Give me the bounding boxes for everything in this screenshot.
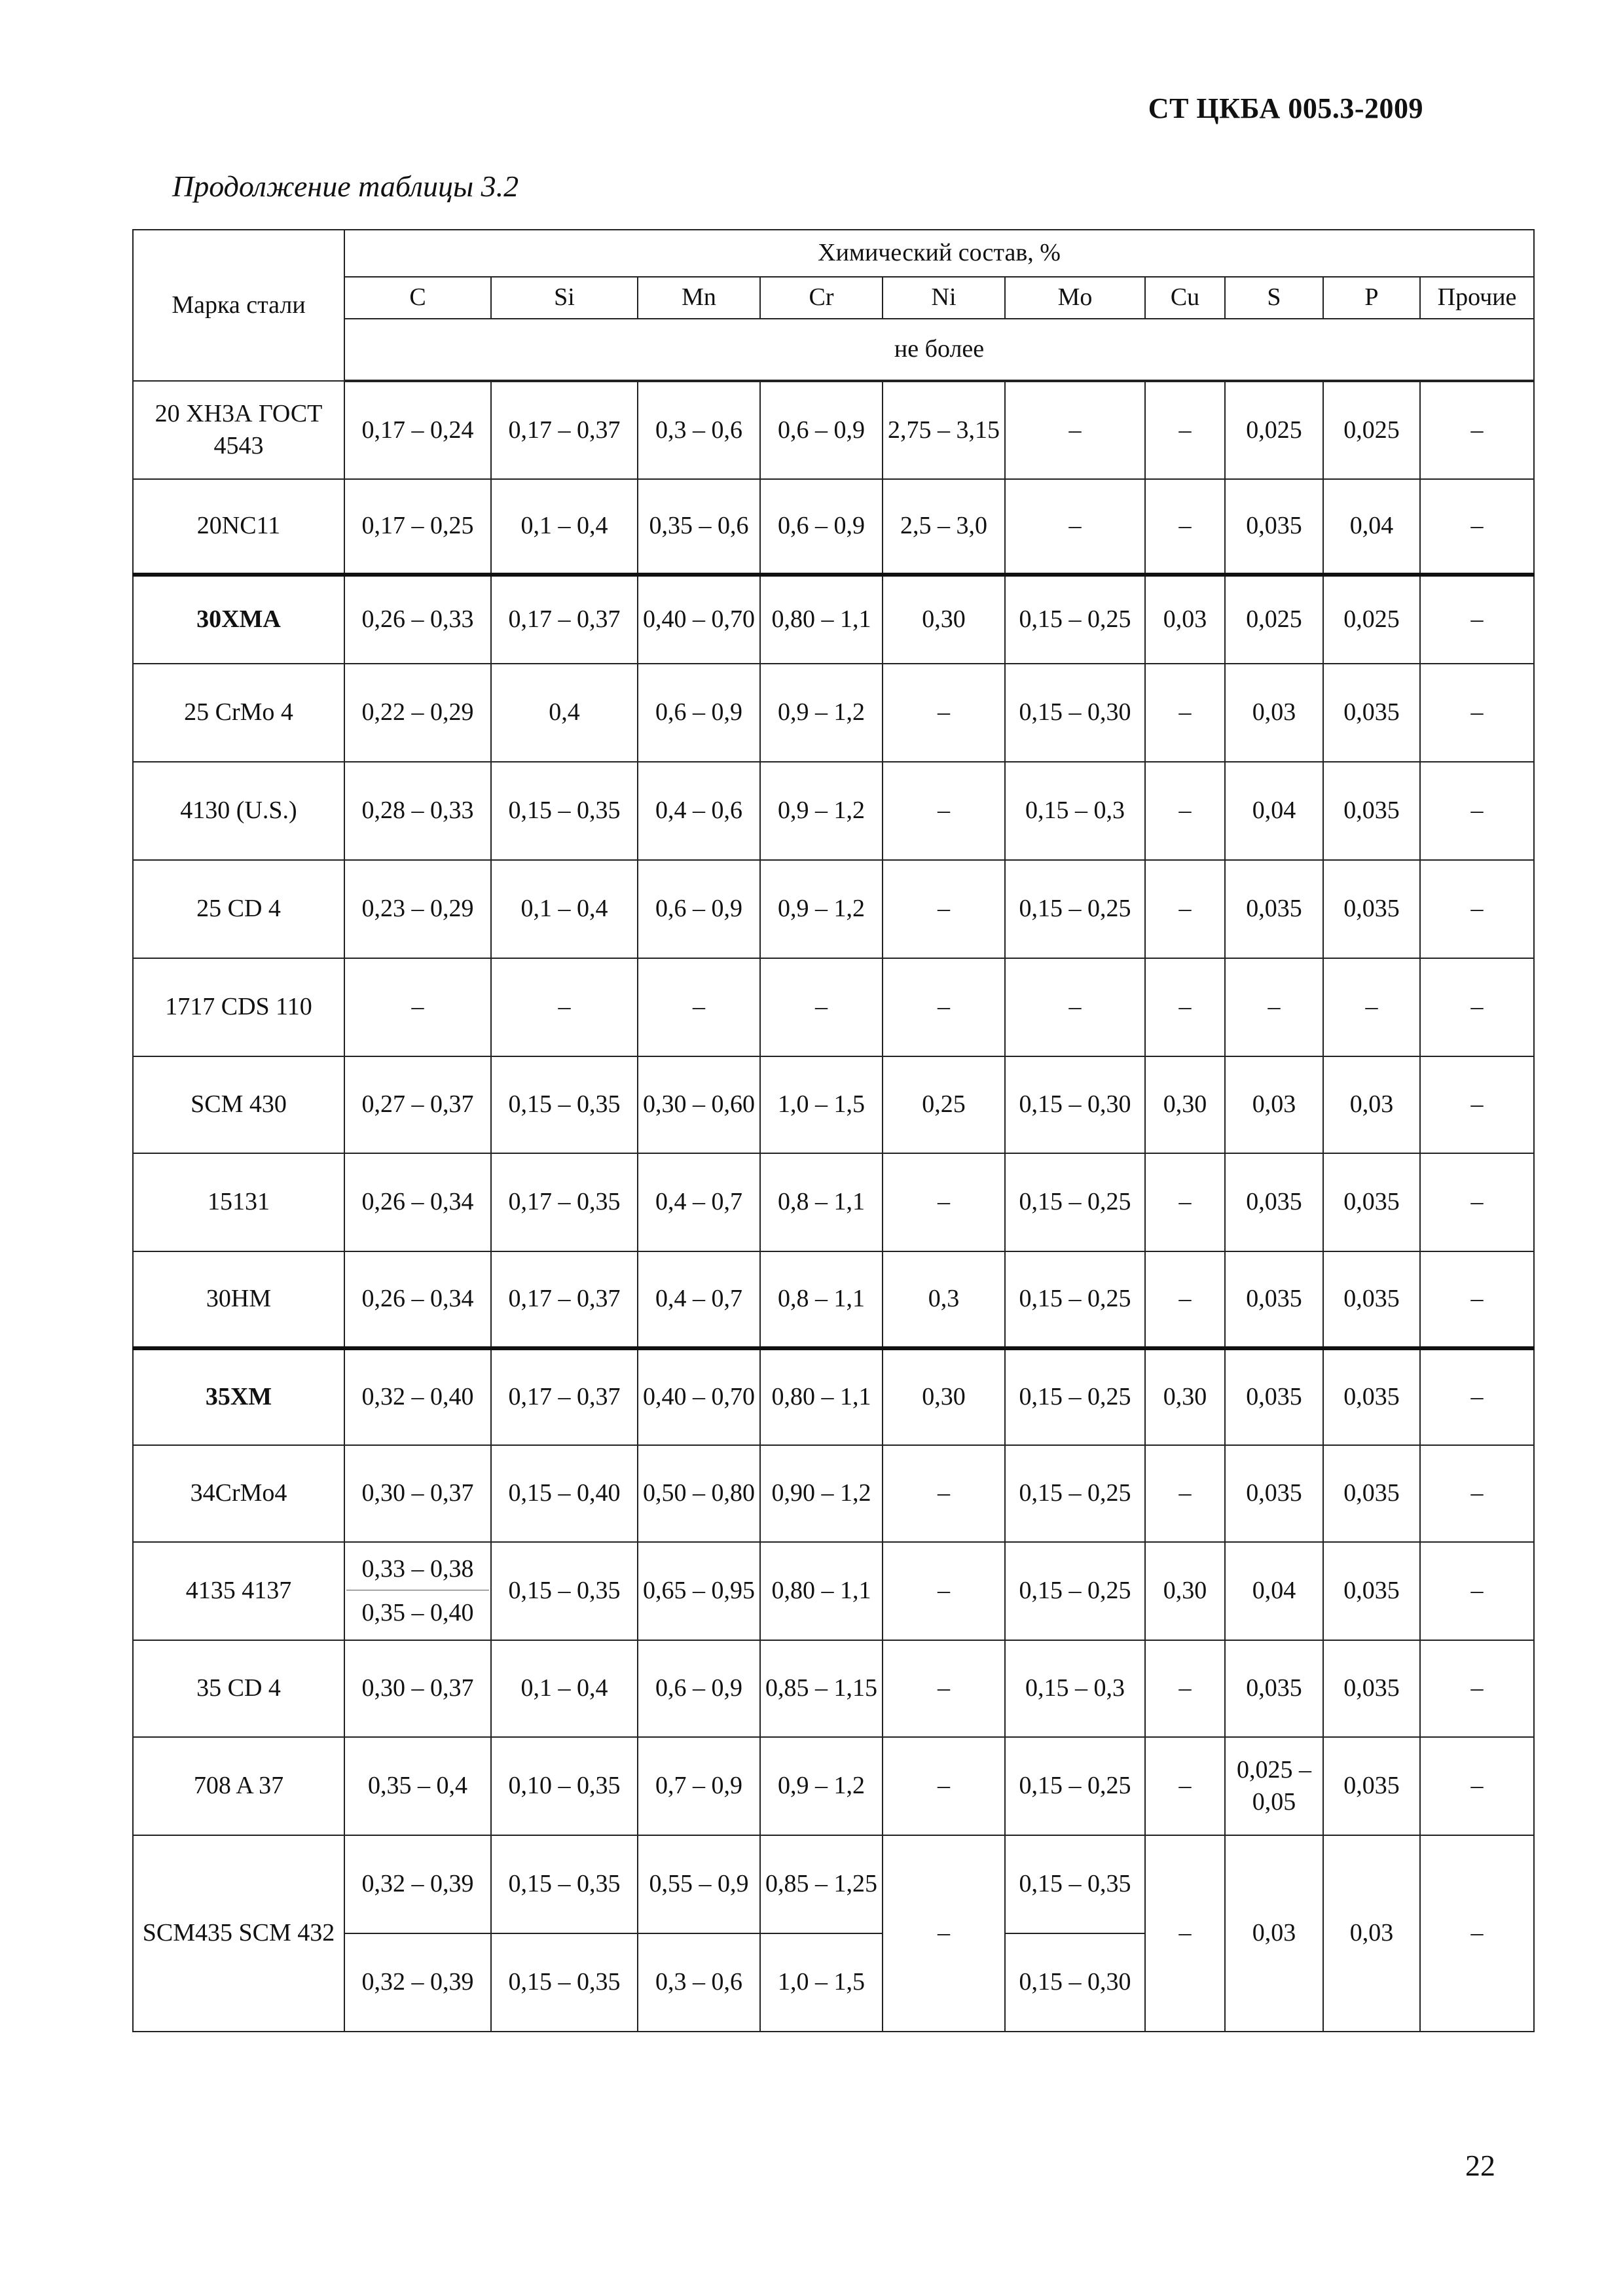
table-row: [133, 664, 1534, 762]
composition-value: 0,15 – 0,30: [1005, 1933, 1145, 2032]
composition-value: –: [1420, 1640, 1534, 1737]
composition-value: 0,15 – 0,25: [1005, 860, 1145, 958]
composition-value: –: [1420, 860, 1534, 958]
composition-value: 0,30: [883, 575, 1005, 664]
composition-value: 0,40 – 0,70: [638, 1348, 760, 1445]
element-header: S: [1225, 277, 1323, 319]
composition-value: –: [1420, 958, 1534, 1056]
steel-grade: 30НМ: [133, 1251, 344, 1348]
composition-value: –: [883, 958, 1005, 1056]
composition-value: 0,6 – 0,9: [638, 860, 760, 958]
composition-value: 0,15 – 0,35: [491, 1835, 638, 1933]
composition-value: 0,025: [1323, 381, 1420, 479]
composition-value: 0,85 – 1,25: [760, 1835, 883, 1933]
composition-value: –: [1145, 1737, 1225, 1835]
composition-value: –: [883, 762, 1005, 860]
composition-value: 0,30: [1145, 1056, 1225, 1153]
composition-value: 0,30: [1145, 1348, 1225, 1445]
composition-value: 0,035: [1323, 762, 1420, 860]
composition-value: 0,025: [1225, 575, 1323, 664]
composition-value: 0,30 – 0,37: [344, 1640, 491, 1737]
max-note: не более: [344, 319, 1534, 381]
composition-value: –: [1145, 1251, 1225, 1348]
composition-value: 0,9 – 1,2: [760, 1737, 883, 1835]
composition-value: 0,15 – 0,30: [1005, 664, 1145, 762]
composition-value: –: [1005, 958, 1145, 1056]
composition-value: 0,80 – 1,1: [760, 575, 883, 664]
composition-value: 0,15 – 0,3: [1005, 1640, 1145, 1737]
composition-value: 0,4 – 0,7: [638, 1251, 760, 1348]
composition-value: 0,80 – 1,1: [760, 1348, 883, 1445]
composition-value: 0,03: [1323, 1056, 1420, 1153]
steel-grade: 25 CD 4: [133, 860, 344, 958]
composition-value: 0,35 – 0,40: [361, 1598, 474, 1626]
composition-value: 0,30: [1145, 1542, 1225, 1640]
table-row: [133, 1056, 1534, 1153]
composition-value: –: [883, 1640, 1005, 1737]
table-row: [133, 575, 1534, 664]
table-row: [133, 1251, 1534, 1348]
composition-value: 0,03: [1145, 575, 1225, 664]
composition-value: 0,035: [1323, 1348, 1420, 1445]
composition-value: –: [1323, 958, 1420, 1056]
composition-value: 0,22 – 0,29: [344, 664, 491, 762]
composition-value: 0,15 – 0,30: [1005, 1056, 1145, 1153]
composition-value: 0,035: [1323, 1737, 1420, 1835]
composition-value: –: [883, 1542, 1005, 1640]
composition-value: 0,15 – 0,25: [1005, 1737, 1145, 1835]
steel-grade: 4130 (U.S.): [133, 762, 344, 860]
composition-value: 0,035: [1225, 1445, 1323, 1542]
composition-value: 0,035: [1225, 860, 1323, 958]
composition-value: 0,15 – 0,35: [491, 1056, 638, 1153]
composition-value: 0,30: [883, 1348, 1005, 1445]
composition-value: 0,035: [1225, 1153, 1323, 1251]
composition-value: 0,15 – 0,35: [491, 1933, 638, 2032]
composition-value: 0,035: [1323, 860, 1420, 958]
composition-value: –: [1420, 1056, 1534, 1153]
composition-value: 0,26 – 0,34: [344, 1251, 491, 1348]
table-row: [133, 958, 1534, 1056]
composition-value: –: [1145, 1153, 1225, 1251]
composition-value: 2,5 – 3,0: [883, 479, 1005, 575]
composition-value: 0,6 – 0,9: [760, 479, 883, 575]
element-header: Ni: [883, 277, 1005, 319]
table-row: [133, 479, 1534, 575]
composition-value: –: [883, 1835, 1005, 2032]
composition-value: 0,25: [883, 1056, 1005, 1153]
composition-value: 0,10 – 0,35: [491, 1737, 638, 1835]
composition-value: 0,04: [1225, 762, 1323, 860]
page-number: 22: [1465, 2149, 1495, 2182]
element-header: Mo: [1005, 277, 1145, 319]
composition-value: 0,035: [1323, 1640, 1420, 1737]
composition-value: –: [1145, 1835, 1225, 2032]
element-header: Mn: [638, 277, 760, 319]
composition-value: 0,1 – 0,4: [491, 479, 638, 575]
composition-value: 0,15 – 0,35: [491, 1542, 638, 1640]
composition-value: –: [1145, 762, 1225, 860]
steel-grade: 708 A 37: [133, 1737, 344, 1835]
element-header: Cr: [760, 277, 883, 319]
composition-value: 0,32 – 0,39: [344, 1835, 491, 1933]
composition-value: –: [883, 1737, 1005, 1835]
composition-value: 0,15 – 0,25: [1005, 575, 1145, 664]
composition-value: 0,8 – 1,1: [760, 1153, 883, 1251]
element-header: Прочие: [1420, 277, 1534, 319]
composition-value: 0,7 – 0,9: [638, 1737, 760, 1835]
composition-value: 0,33 – 0,38: [346, 1553, 489, 1590]
composition-value: 0,03: [1225, 664, 1323, 762]
composition-value: –: [1145, 1445, 1225, 1542]
composition-value: 0,17 – 0,35: [491, 1153, 638, 1251]
composition-value: 0,035: [1225, 1640, 1323, 1737]
composition-value: 0,26 – 0,34: [344, 1153, 491, 1251]
composition-value: 0,025: [1323, 575, 1420, 664]
composition-value: 0,30 – 0,37: [344, 1445, 491, 1542]
composition-value: 0,15 – 0,3: [1005, 762, 1145, 860]
composition-value: –: [1420, 1737, 1534, 1835]
steel-grade: 15131: [133, 1153, 344, 1251]
composition-value: 0,6 – 0,9: [638, 664, 760, 762]
composition-value: –: [1420, 1445, 1534, 1542]
composition-value: 0,90 – 1,2: [760, 1445, 883, 1542]
composition-value: 0,15 – 0,25: [1005, 1251, 1145, 1348]
chemical-composition-table: [132, 229, 1535, 2032]
composition-value: 0,26 – 0,33: [344, 575, 491, 664]
composition-value: –: [638, 958, 760, 1056]
composition-value: –: [1145, 664, 1225, 762]
table-row: [133, 762, 1534, 860]
composition-value: –: [760, 958, 883, 1056]
element-header: Cu: [1145, 277, 1225, 319]
table-row: [133, 381, 1534, 479]
composition-value: 0,80 – 1,1: [760, 1542, 883, 1640]
steel-grade: 35 CD 4: [133, 1640, 344, 1737]
composition-value: 0,17 – 0,37: [491, 575, 638, 664]
steel-grade: 20 ХН3А ГОСТ 4543: [133, 381, 344, 479]
composition-value: 0,3: [883, 1251, 1005, 1348]
composition-value: 0,17 – 0,25: [344, 479, 491, 575]
composition-value: 0,035: [1323, 664, 1420, 762]
steel-grade: 30ХМА: [133, 575, 344, 664]
table-row: [133, 1542, 1534, 1640]
composition-value: 0,15 – 0,25: [1005, 1445, 1145, 1542]
composition-value: 0,17 – 0,37: [491, 1348, 638, 1445]
composition-value: 0,3 – 0,6: [638, 381, 760, 479]
composition-value: –: [1420, 1348, 1534, 1445]
composition-value: –: [1420, 762, 1534, 860]
composition-value: –: [883, 1153, 1005, 1251]
steel-grade: 34CrMo4: [133, 1445, 344, 1542]
composition-value: –: [1005, 479, 1145, 575]
composition-value: –: [1420, 1153, 1534, 1251]
composition-value: –: [1420, 575, 1534, 664]
composition-value: 0,15 – 0,35: [1005, 1835, 1145, 1933]
composition-value: 0,6 – 0,9: [760, 381, 883, 479]
composition-value: 0,35 – 0,4: [344, 1737, 491, 1835]
composition-value: 2,75 – 3,15: [883, 381, 1005, 479]
composition-value: 0,9 – 1,2: [760, 860, 883, 958]
composition-value: –: [1420, 479, 1534, 575]
composition-value: 0,035: [1225, 479, 1323, 575]
composition-value: 0,17 – 0,37: [491, 1251, 638, 1348]
composition-value: 0,55 – 0,9: [638, 1835, 760, 1933]
element-header: P: [1323, 277, 1420, 319]
element-header: Si: [491, 277, 638, 319]
composition-value: –: [1225, 958, 1323, 1056]
composition-value: 0,15 – 0,25: [1005, 1348, 1145, 1445]
composition-value: 0,4 – 0,7: [638, 1153, 760, 1251]
steel-grade: 4135 4137: [133, 1542, 344, 1640]
composition-value: 0,03: [1323, 1835, 1420, 2032]
steel-grade: 35ХМ: [133, 1348, 344, 1445]
composition-value: –: [1420, 1835, 1534, 2032]
composition-cell-split: [344, 1542, 491, 1640]
composition-value: –: [1420, 1251, 1534, 1348]
composition-value: 0,15 – 0,25: [1005, 1153, 1145, 1251]
composition-value: 0,50 – 0,80: [638, 1445, 760, 1542]
composition-value: 0,23 – 0,29: [344, 860, 491, 958]
composition-value: 0,04: [1323, 479, 1420, 575]
composition-value: 0,03: [1225, 1056, 1323, 1153]
composition-value: 0,15 – 0,35: [491, 762, 638, 860]
composition-value: 1,0 – 1,5: [760, 1056, 883, 1153]
composition-header: Химический состав, %: [344, 230, 1534, 277]
composition-value: 0,32 – 0,40: [344, 1348, 491, 1445]
composition-value: –: [1145, 860, 1225, 958]
element-header: C: [344, 277, 491, 319]
steel-grade: 1717 CDS 110: [133, 958, 344, 1056]
composition-value: –: [1420, 664, 1534, 762]
composition-value: 0,03: [1225, 1835, 1323, 2032]
composition-value: 0,035: [1323, 1445, 1420, 1542]
composition-value: 0,35 – 0,6: [638, 479, 760, 575]
table-body: [133, 381, 1534, 2032]
table-row: [133, 860, 1534, 958]
composition-value: 0,40 – 0,70: [638, 575, 760, 664]
composition-value: –: [344, 958, 491, 1056]
composition-value: 0,025 – 0,05: [1225, 1737, 1323, 1835]
table-row: [133, 1835, 1534, 1933]
composition-value: 0,28 – 0,33: [344, 762, 491, 860]
composition-value: 0,30 – 0,60: [638, 1056, 760, 1153]
grade-column-header: Марка стали: [133, 230, 344, 381]
composition-value: 0,65 – 0,95: [638, 1542, 760, 1640]
composition-value: 0,04: [1225, 1542, 1323, 1640]
steel-grade: 25 CrMo 4: [133, 664, 344, 762]
composition-value: 0,1 – 0,4: [491, 1640, 638, 1737]
table-row: [133, 1348, 1534, 1445]
composition-value: –: [883, 860, 1005, 958]
table-row: [133, 1445, 1534, 1542]
composition-value: 0,4 – 0,6: [638, 762, 760, 860]
composition-value: 0,035: [1225, 1251, 1323, 1348]
table-row: [133, 1153, 1534, 1251]
table-caption: Продолжение таблицы 3.2: [172, 170, 519, 203]
composition-value: 0,025: [1225, 381, 1323, 479]
composition-value: 0,6 – 0,9: [638, 1640, 760, 1737]
composition-value: –: [491, 958, 638, 1056]
composition-value: 0,17 – 0,37: [491, 381, 638, 479]
composition-value: 0,8 – 1,1: [760, 1251, 883, 1348]
composition-value: –: [883, 664, 1005, 762]
composition-value: –: [1145, 1640, 1225, 1737]
composition-value: 0,035: [1323, 1542, 1420, 1640]
steel-grade: SCM435 SCM 432: [133, 1835, 344, 2032]
composition-value: –: [1420, 381, 1534, 479]
composition-value: 0,27 – 0,37: [344, 1056, 491, 1153]
composition-value: 0,15 – 0,25: [1005, 1542, 1145, 1640]
composition-value: 0,1 – 0,4: [491, 860, 638, 958]
composition-value: –: [1420, 1542, 1534, 1640]
composition-value: –: [1145, 958, 1225, 1056]
composition-value: –: [1145, 479, 1225, 575]
composition-value: 0,4: [491, 664, 638, 762]
composition-value: 0,85 – 1,15: [760, 1640, 883, 1737]
steel-grade: 20NC11: [133, 479, 344, 575]
composition-value: –: [1145, 381, 1225, 479]
table-row: [133, 1640, 1534, 1737]
table-row: [133, 1737, 1534, 1835]
composition-value: –: [883, 1445, 1005, 1542]
composition-value: 1,0 – 1,5: [760, 1933, 883, 2032]
composition-value: –: [1005, 381, 1145, 479]
composition-value: 0,035: [1323, 1251, 1420, 1348]
composition-value: 0,17 – 0,24: [344, 381, 491, 479]
composition-value: 0,15 – 0,40: [491, 1445, 638, 1542]
composition-value: 0,035: [1225, 1348, 1323, 1445]
composition-value: 0,3 – 0,6: [638, 1933, 760, 2032]
composition-value: 0,9 – 1,2: [760, 762, 883, 860]
steel-grade: SCM 430: [133, 1056, 344, 1153]
composition-value: 0,9 – 1,2: [760, 664, 883, 762]
document-code: СТ ЦКБА 005.3-2009: [1148, 92, 1423, 124]
composition-value: 0,32 – 0,39: [344, 1933, 491, 2032]
composition-value: 0,035: [1323, 1153, 1420, 1251]
